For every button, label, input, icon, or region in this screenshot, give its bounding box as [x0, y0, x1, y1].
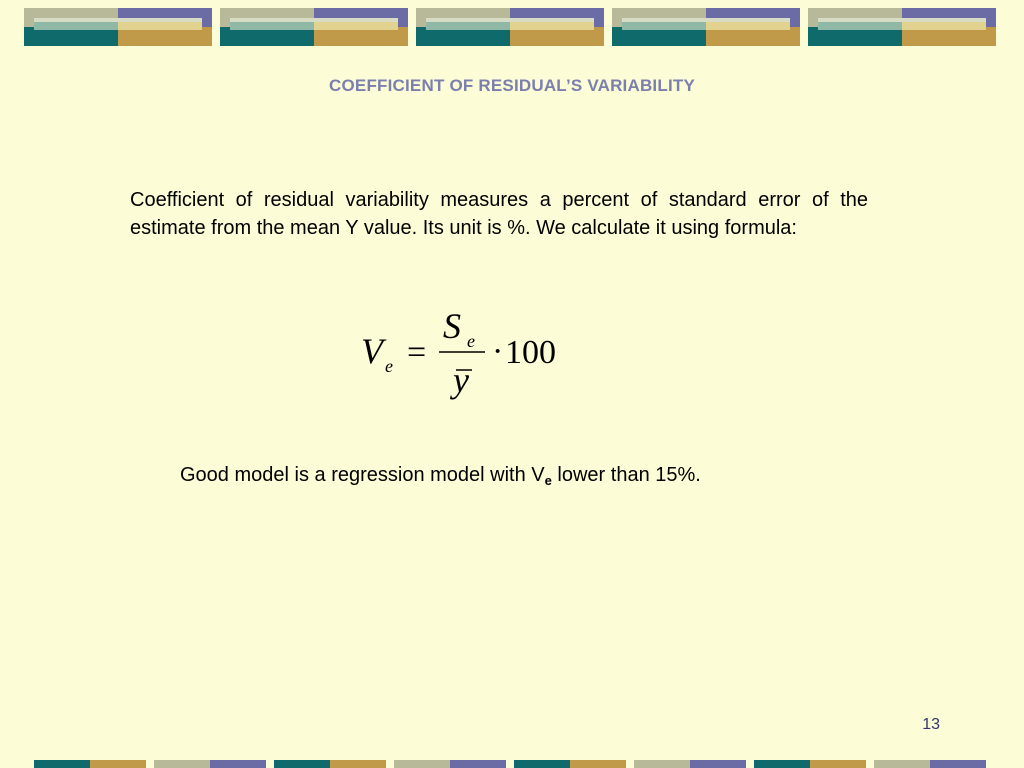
body-paragraph: Coefficient of residual variability measures a percent of standard error of the estimate from the mean Y value. Its unit is %. We calculate it using formula:: [130, 189, 868, 239]
formula-lhs-sub: e: [385, 356, 393, 376]
formula-denominator: y: [453, 360, 469, 400]
good-model-statement: [180, 464, 880, 488]
slide-title: COEFFICIENT OF RESIDUAL’S VARIABILITY: [329, 76, 695, 95]
banner-tile: [612, 8, 800, 46]
formula-equals: =: [407, 334, 427, 371]
good-model-prefix: Good model is a regression model with V: [180, 464, 545, 486]
banner-tile: [416, 8, 604, 46]
bottom-decorative-strip: [34, 760, 994, 768]
banner-tile: [220, 8, 408, 46]
formula-dot: ·: [492, 333, 504, 370]
formula-numerator-sub: e: [467, 331, 475, 351]
top-decorative-banner: [24, 8, 1000, 46]
banner-tile: [808, 8, 996, 46]
formula: [355, 300, 585, 410]
formula-multiplier: 100: [505, 334, 556, 371]
good-model-suffix: lower than 15%.: [551, 464, 701, 486]
banner-tile: [24, 8, 212, 46]
page-number: 13: [922, 716, 940, 733]
formula-lhs-var: V: [361, 331, 383, 371]
formula-numerator-var: S: [443, 306, 461, 346]
good-model-sub: e: [544, 473, 552, 488]
